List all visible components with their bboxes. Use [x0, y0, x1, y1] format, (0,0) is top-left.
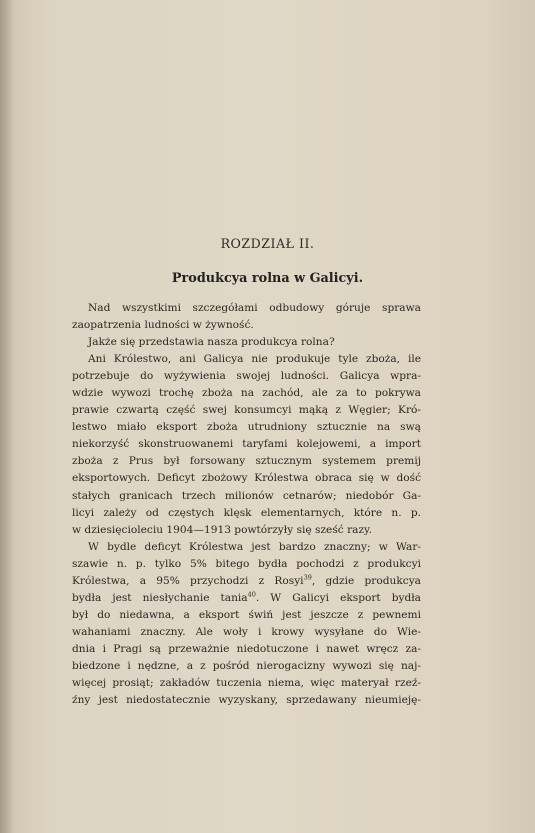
text-line: dnia i Pragi są przeważnie niedotuczone i nawet wręcz za-	[72, 642, 421, 655]
text-line: zboża z Prus był forsowany sztucznym systemem premij	[72, 455, 421, 468]
text-line: potrzebuje do wyżywienia swojej ludności. Galicya wpra-	[72, 370, 421, 383]
text-line: stałych granicach trzech milionów cetnarów; niedobór Ga-	[72, 489, 421, 502]
text-line: eksportowych. Deficyt zbożowy Królestwa obraca się w dość	[72, 472, 421, 485]
chapter-title: ROZDZIAŁ II.	[220, 236, 315, 251]
text-line: wahaniami znaczny. Ale woły i krowy wysyłane do Wie-	[72, 625, 421, 638]
text-line: biedzone i nędzne, a z pośród nierogacizny wywozi się naj-	[72, 659, 421, 672]
text-line: niekorzyść skonstruowanemi taryfami kolejowemi, a import	[72, 438, 421, 451]
text-line: licyi zależy od częstych klęsk elementarnych, które n. p.	[72, 506, 421, 519]
text-line: Jakże się przedstawia nasza produkcya rolna?	[88, 336, 335, 349]
section-heading: Produkcya rolna w Galicyi.	[171, 271, 364, 286]
text-line: w dziesięcioleciu 1904—1913 powtórzyły się sześć razy.	[72, 523, 372, 536]
text-line: wdzie wywozi trochę zboża na zachód, ale za to pokrywa	[72, 387, 421, 400]
text-line: szawie n. p. tylko 5% bitego bydła pochodzi z produkcyi	[72, 557, 421, 570]
text-line: był do niedawna, a eksport świń jest jeszcze z pewnemi	[72, 608, 421, 621]
text-line: W bydle deficyt Królestwa jest bardzo znaczny; w War-	[88, 540, 421, 553]
text-line: lestwo miało eksport zboża utrudniony sztucznie na swą	[72, 421, 421, 434]
footnote-marker: 39	[303, 573, 312, 582]
page-gutter-shadow	[0, 0, 14, 833]
text-line: bydła jest niesłychanie tania$^{40}$. W Galicyi eksport bydła	[72, 590, 421, 604]
text-line: Nad wszystkimi szczegółami odbudowy góruje sprawa	[88, 302, 421, 314]
text-line: Królestwa, a 95% przychodzi z Rosyi$^{39}$, gdzie produkcya	[72, 573, 421, 587]
text-line: prawie czwartą część swej konsumcyi mąką z Węgier; Kró-	[72, 404, 421, 417]
text-line: Ani Królestwo, ani Galicya nie produkuje tyle zboża, ile	[88, 353, 421, 366]
footnote-marker: 40	[247, 590, 256, 599]
text-line: źny jest niedostatecznie wyzyskany, sprzedawany nieumieję-	[72, 694, 421, 707]
body-text	[72, 300, 421, 709]
text-line: zaopatrzenia ludności w żywność.	[72, 319, 254, 332]
text-line: więcej prosiąt; zakładów tuczenia niema, więc materyał rzeź-	[72, 677, 421, 690]
